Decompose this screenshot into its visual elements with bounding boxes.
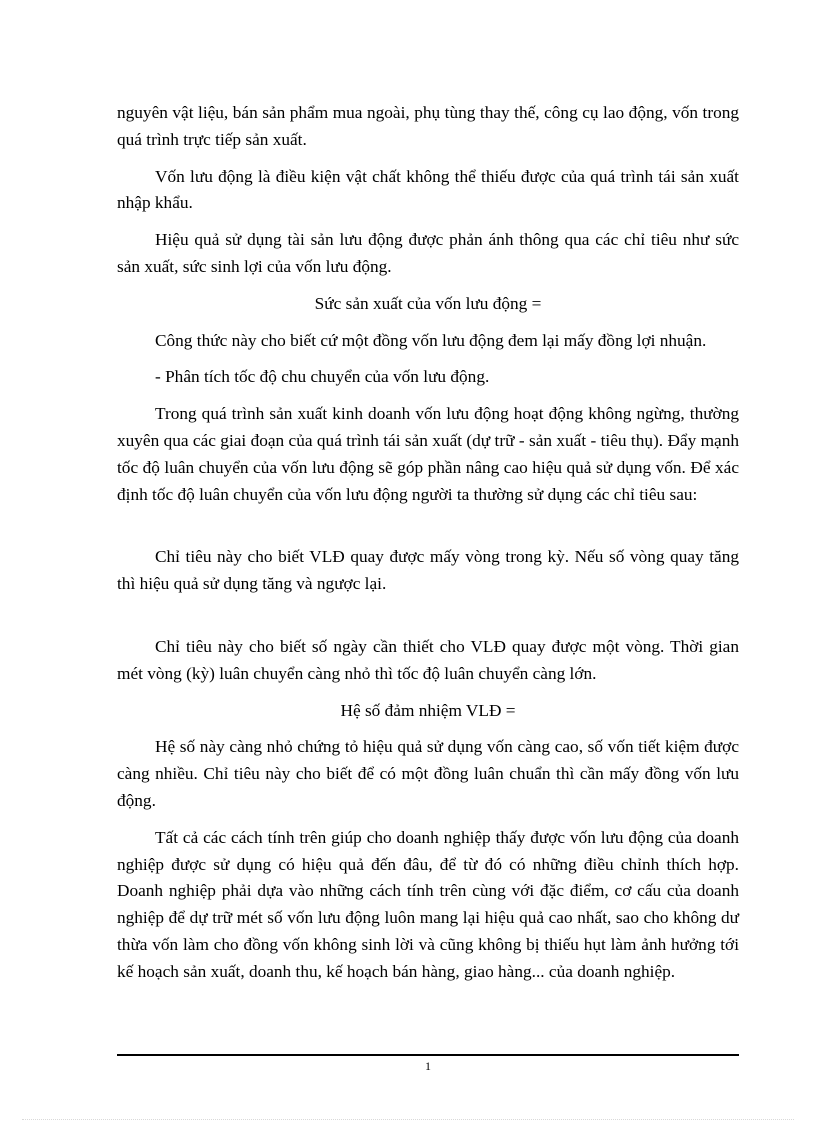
page-bottom-border (22, 1119, 794, 1120)
formula-production-capacity: Sức sản xuất của vốn lưu động = (314, 293, 542, 313)
formula-gap (117, 518, 739, 544)
paragraph-coefficient-explanation: Hệ số này càng nhỏ chứng tỏ hiệu quả sử dụng vốn càng cao, số vốn tiết kiệm được càng nhiều. Chỉ tiêu này cho biết để có một đồng luân chuẩn thì cần mấy đồng vốn lưu động. (117, 737, 739, 810)
paragraph-conclusion: Tất cả các cách tính trên giúp cho doanh nghiệp thấy được vốn lưu động của doanh nghiệp được sử dụng có hiệu quả đến đâu, để từ đó có những điều chỉnh thích hợp. Doanh nghiệp phải dựa vào những cách tính trên cùng với đặc điểm, cơ cấu của doanh nghiệp để dự trữ mét số vốn lưu động luôn mang lại hiệu quả cao nhất, sao cho không dư thừa vốn làm cho đồng vốn không sinh lời và cũng không bị thiếu hụt làm ảnh hưởng tới kế hoạch sản xuất, doanh thu, kế hoạch bán hàng, giao hàng... của doanh nghiệp. (117, 827, 739, 981)
formula-gap (117, 608, 739, 634)
body-text (117, 100, 739, 996)
paragraph-turnover-description: Trong quá trình sản xuất kinh doanh vốn lưu động hoạt động không ngừng, thường xuyên qua các giai đoạn của quá trình tái sản xuất (dự trữ - sản xuất - tiêu thụ). Đẩy mạnh tốc độ luân chuyển của vốn lưu động sẽ góp phần nâng cao hiệu quả sử dụng vốn. Để xác định tốc độ luân chuyển của vốn lưu động người ta thường sử dụng các chỉ tiêu sau: (117, 404, 739, 504)
paragraph-efficiency-indicators: Hiệu quả sử dụng tài sản lưu động được phản ánh thông qua các chỉ tiêu như sức sản xuất, sức sinh lợi của vốn lưu động. (117, 230, 739, 276)
formula-responsibility-coefficient: Hệ số đảm nhiệm VLĐ = (340, 700, 516, 720)
paragraph-rotation-count: Chỉ tiêu này cho biết VLĐ quay được mấy vòng trong kỳ. Nếu số vòng quay tăng thì hiệu quả sử dụng tăng và ngược lại. (117, 547, 739, 594)
paragraph-rotation-days: Chỉ tiêu này cho biết số ngày cần thiết cho VLĐ quay được một vòng. Thời gian mét vòng (kỳ) luân chuyển càng nhỏ thì tốc độ luân chuyển càng lớn. (117, 636, 739, 683)
footer-divider (117, 1054, 739, 1056)
paragraph-working-capital-definition: Vốn lưu động là điều kiện vật chất không thể thiếu được của quá trình tái sản xuất nhập khẩu. (117, 166, 739, 213)
paragraph-formula-explanation: Công thức này cho biết cứ một đồng vốn lưu động đem lại mấy đồng lợi nhuận. (155, 330, 707, 350)
page-number: 1 (425, 1059, 431, 1073)
paragraph-materials: nguyên vật liệu, bán sản phẩm mua ngoài, phụ tùng thay thế, công cụ lao động, vốn trong quá trình trực tiếp sản xuất. (117, 103, 739, 149)
paragraph-turnover-heading: - Phân tích tốc độ chu chuyển của vốn lưu động. (155, 367, 490, 387)
